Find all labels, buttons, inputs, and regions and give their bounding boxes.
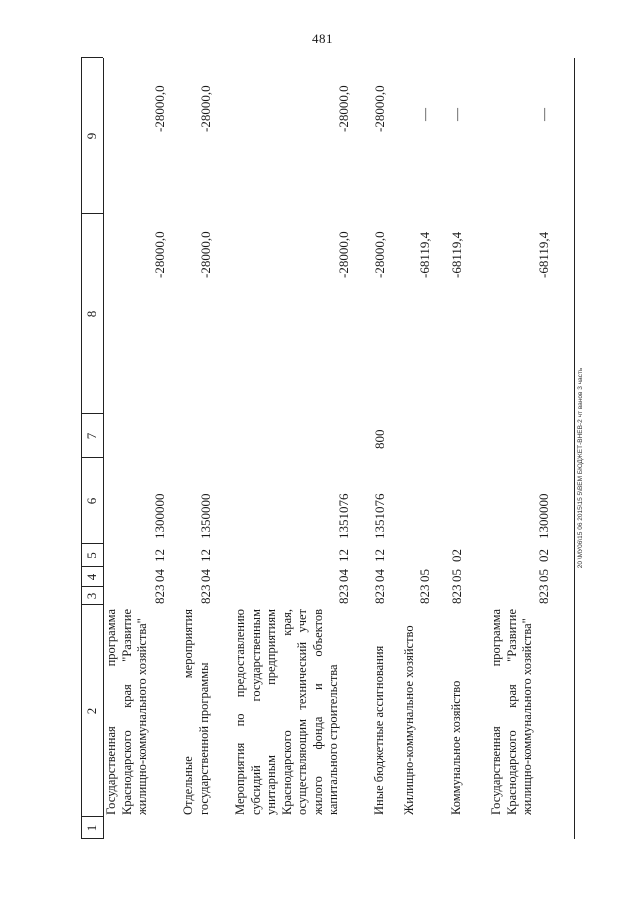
- row7-csr: 1300000: [536, 493, 551, 539]
- row7-sum9: —: [536, 108, 551, 121]
- header-col-6: 6: [84, 497, 99, 505]
- row-name-gosprogramma-1: Государственная программа Краснодарского края "Развитие жилищно-коммунального хозяйства": [104, 609, 149, 815]
- header-col-8: 8: [84, 310, 99, 318]
- header-col-9: 9: [84, 132, 99, 140]
- page-number: 481: [312, 31, 333, 46]
- row-name-gosprogramma-2: Государственная программа Краснодарского края "Развитие жилищно-коммунального хозяйства": [489, 609, 534, 815]
- row4-sum9: -28000,0: [372, 85, 387, 132]
- row4-vedomstvo: 823: [372, 584, 387, 604]
- row7-razdel: 05: [536, 569, 551, 582]
- row2-razdel: 04: [198, 569, 213, 582]
- row4-vr: 800: [372, 429, 387, 449]
- row1-razdel: 04: [152, 569, 167, 582]
- row3-podrazdel: 12: [336, 549, 351, 562]
- row2-csr: 1350000: [198, 493, 213, 539]
- row4-razdel: 04: [372, 569, 387, 582]
- row2-sum9: -28000,0: [198, 85, 213, 132]
- row-name-otdelnye: Отдельные мероприятия государственной программы: [181, 609, 211, 815]
- row1-sum8: -28000,0: [152, 231, 167, 278]
- row6-podrazdel: 02: [449, 549, 464, 562]
- row2-vedomstvo: 823: [198, 584, 213, 604]
- row5-sum8: -68119,4: [417, 231, 432, 278]
- row5-sum9: —: [417, 108, 432, 121]
- table-border-bottom: [574, 58, 575, 839]
- row5-razdel: 05: [417, 569, 432, 582]
- budget-table: [81, 58, 574, 839]
- row4-podrazdel: 12: [372, 549, 387, 562]
- row3-sum8: -28000,0: [336, 231, 351, 278]
- row7-podrazdel: 02: [536, 549, 551, 562]
- header-col-7: 7: [84, 432, 99, 440]
- row5-vedomstvo: 823: [417, 584, 432, 604]
- header-col-4: 4: [84, 573, 99, 581]
- header-col-5: 5: [84, 552, 99, 559]
- row3-vedomstvo: 823: [336, 584, 351, 604]
- row7-vedomstvo: 823: [536, 584, 551, 604]
- row3-csr: 1351076: [336, 493, 351, 539]
- row6-vedomstvo: 823: [449, 584, 464, 604]
- row4-sum8: -28000,0: [372, 231, 387, 278]
- row-name-inye-assignovaniya: Иные бюджетные ассигнования: [372, 645, 386, 815]
- header-col-1: 1: [84, 824, 99, 832]
- row6-sum9: —: [449, 108, 464, 121]
- row-name-meropriyatiya-subsidii: Мероприятия по предоставлению субсидий государственным унитарным предприятиям Краснодарского края, осуществляющим технический учет жилого фонда и объектов капитального строительства: [233, 609, 340, 815]
- row-name-zhkh: Жилищно-коммунальное хозяйство: [402, 625, 416, 815]
- row6-sum8: -68119,4: [449, 231, 464, 278]
- row7-sum8: -68119,4: [536, 231, 551, 278]
- row4-csr: 1351076: [372, 493, 387, 539]
- row2-sum8: -28000,0: [198, 231, 213, 278]
- row1-sum9: -28000,0: [152, 85, 167, 132]
- row-name-kommunalnoe: Коммунальное хозяйство: [449, 680, 463, 815]
- side-footer-note: 20 \МУ06\15 06 2015\15 5\ВЕМ БЮДЖЕТ-ВНЕВ-2 чт ванов 3 часть: [577, 367, 584, 569]
- row3-sum9: -28000,0: [336, 85, 351, 132]
- row3-razdel: 04: [336, 569, 351, 582]
- header-col-2: 2: [84, 707, 99, 715]
- row1-csr: 1300000: [152, 493, 167, 539]
- row1-podrazdel: 12: [152, 549, 167, 562]
- row6-razdel: 05: [449, 569, 464, 582]
- row2-podrazdel: 12: [198, 549, 213, 562]
- row1-vedomstvo: 823: [152, 584, 167, 604]
- header-col-3: 3: [84, 592, 99, 600]
